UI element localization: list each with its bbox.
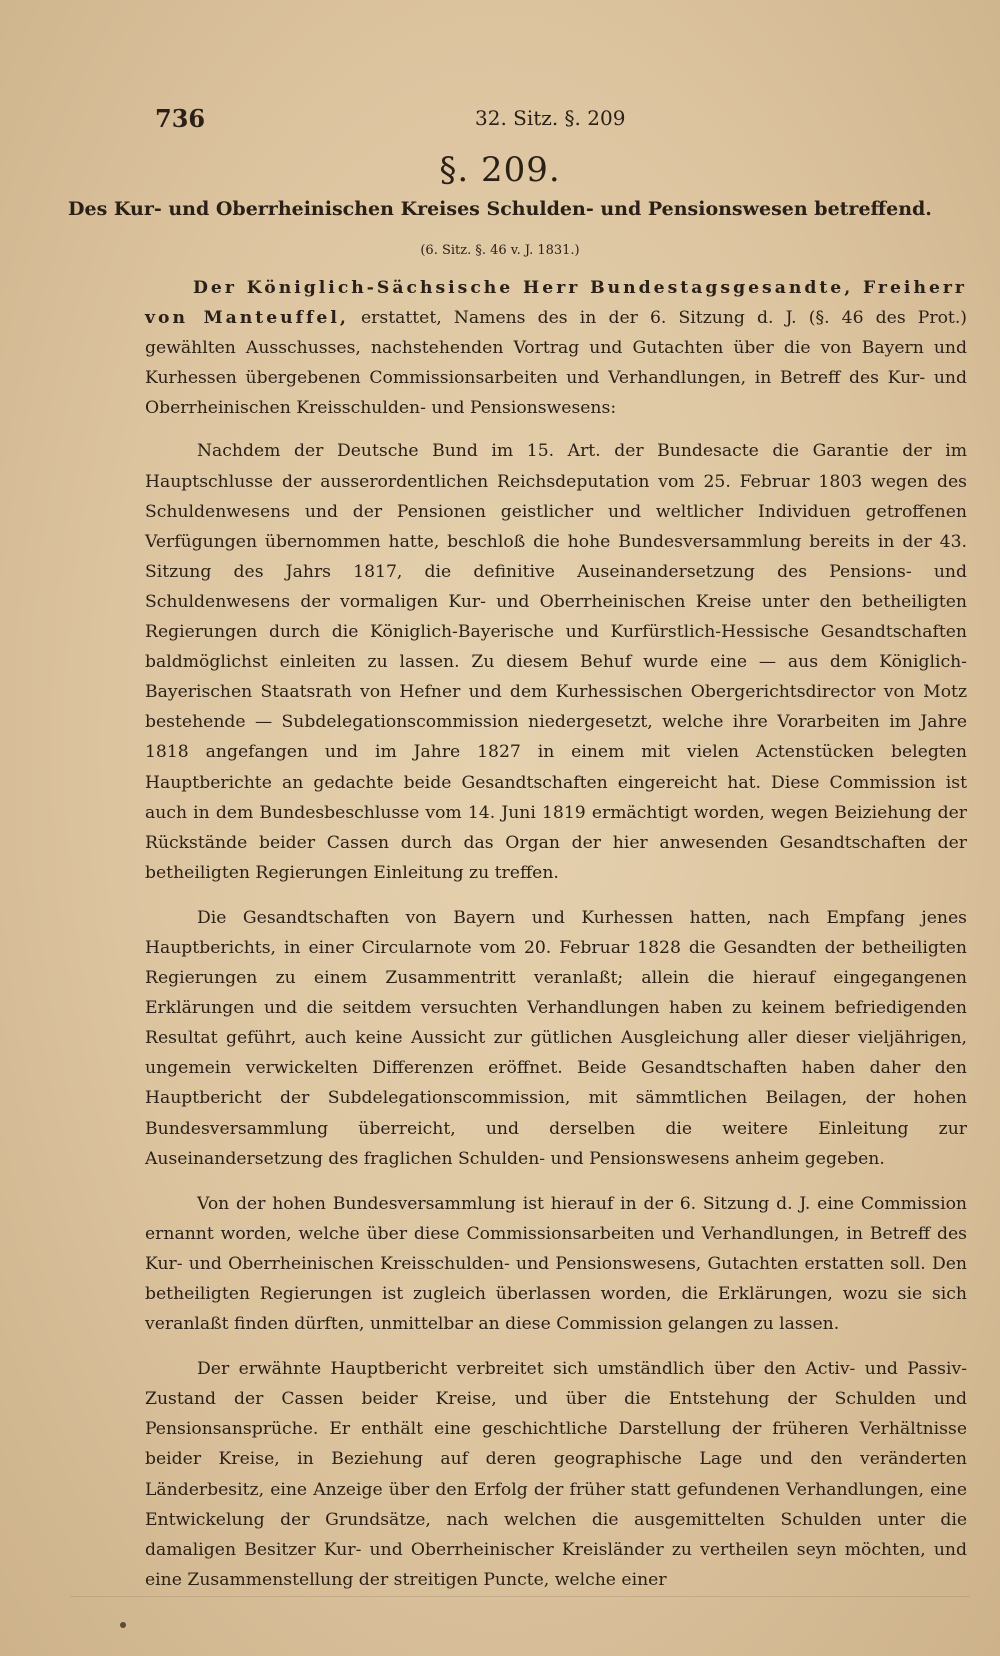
page-header bbox=[155, 104, 970, 140]
session-reference: (6. Sitz. §. 46 v. J. 1831.) bbox=[420, 243, 580, 258]
paragraph-2: Die Gesandtschaften von Bayern und Kurhessen hatten, nach Empfang jenes Hauptberichts, in einer Circularnote vom 20. Februar 1828 die Gesandten der betheiligten Regierungen zu einem Zusammentritt veranlaßt; allein die hierauf eingegangenen Erklärungen und die seitdem versuchten Verhandlungen haben zu keinem befriedigenden Resultat geführt, auch keine Aussicht zur gütlichen Ausgleichung aller dieser vieljährigen, ungemein verwickelten Differenzen eröffnet. Beide Gesandtschaften haben daher den Hauptbericht der Subdelegationscommission, mit sämmtlichen Beilagen, der hohen Bundesversammlung überreicht, und derselben die weitere Einleitung zur Auseinandersetzung des fraglichen Schulden- und Pensionswesens anheim gegeben. bbox=[145, 907, 967, 1169]
body-text bbox=[145, 273, 967, 1610]
paragraph-4: Der erwähnte Hauptbericht verbreitet sich umständlich über den Activ- und Passiv-Zustand der Cassen beider Kreise, und über die Entstehung der Schulden und Pensionsansprüche. Er enthält eine geschichtliche Darstellung der früheren Verhältnisse beider Kreise, in Beziehung auf deren geographische Lage und den veränderten Länderbesitz, eine Anzeige über den Erfolg der früher statt gefundenen Verhandlungen, eine Entwickelung der Grundsätze, nach welchen die ausgemittelten Schulden unter die damaligen Besitzer Kur- und Oberrheinischer Kreisländer zu vertheilen seyn möchten, und eine Zusammenstellung der streitigen Puncte, welche einer bbox=[145, 1359, 967, 1590]
paragraph-1: Nachdem der Deutsche Bund im 15. Art. der Bundesacte die Garantie der im Hauptschlusse der ausserordentlichen Reichsdeputation vom 25. Februar 1803 wegen des Schuldenwesens und der Pensionen geistlicher und weltlicher Individuen getroffenen Verfügungen übernommen hatte, beschloß die hohe Bundesversammlung bereits in der 43. Sitzung des Jahrs 1817, die definitive Auseinandersetzung des Pensions- und Schuldenwesens der vormaligen Kur- und Oberrheinischen Kreise unter den betheiligten Regierungen durch die Königlich-Bayerische und Kurfürstlich-Hessische Gesandtschaften baldmöglichst einleiten zu lassen. Zu diesem Behuf wurde eine — aus dem Königlich-Bayerischen Staatsrath von Hefner und dem Kurhessischen Obergerichtsdirector von Motz bestehende — Subdelegationscommission niedergesetzt, welche ihre Vorarbeiten im Jahre 1818 angefangen und im Jahre 1827 in einem mit vielen Actenstücken belegten Hauptberichte an gedachte beide Gesandtschaften eingereicht hat. Diese Commission ist auch in dem Bundesbeschlusse vom 14. Juni 1819 ermächtigt worden, wegen Beiziehung der Rückstände beider Cassen durch das Organ der hier anwesenden Gesandtschaften der betheiligten Regierungen Einleitung zu treffen. bbox=[145, 441, 967, 883]
paragraph-3: Von der hohen Bundesversammlung ist hierauf in der 6. Sitzung d. J. eine Commission ernannt worden, welche über diese Commissionsarbeiten und Verhandlungen, in Betreff des Kur- und Oberrheinischen Kreisschulden- und Pensionswesens, Gutachten erstatten soll. Den betheiligten Regierungen ist zugleich überlassen worden, die Erklärungen, wozu sie sich veranlaßt finden dürften, unmittelbar an diese Commission gelangen zu lassen. bbox=[145, 1193, 967, 1335]
running-head: 32. Sitz. §. 209 bbox=[475, 106, 626, 130]
section-number: §. 209. bbox=[439, 150, 561, 190]
page-edge-shadow bbox=[70, 1596, 970, 1597]
margin-mark bbox=[120, 1622, 126, 1628]
page-number: 736 bbox=[155, 104, 206, 133]
speaker-name: Der Königlich-Sächsische Herr Bundestagsgesandte, Freiherr von Manteuffel, bbox=[145, 278, 967, 329]
intro-paragraph bbox=[145, 273, 967, 423]
intro-text: erstattet, Namens des in der 6. Sitzung d. J. (§. 46 des Prot.) gewählten Ausschusses, nachstehenden Vortrag und Gutachten über die von Bayern und Kurhessen übergebenen Commissionsarbeiten und Verhandlungen, in Betreff des Kur- und Oberrheinischen Kreisschulden- und Pensionswesens: bbox=[145, 308, 967, 419]
section-title: Des Kur- und Oberrheinischen Kreises Schulden- und Pensionswesen betreffend. bbox=[68, 198, 932, 220]
